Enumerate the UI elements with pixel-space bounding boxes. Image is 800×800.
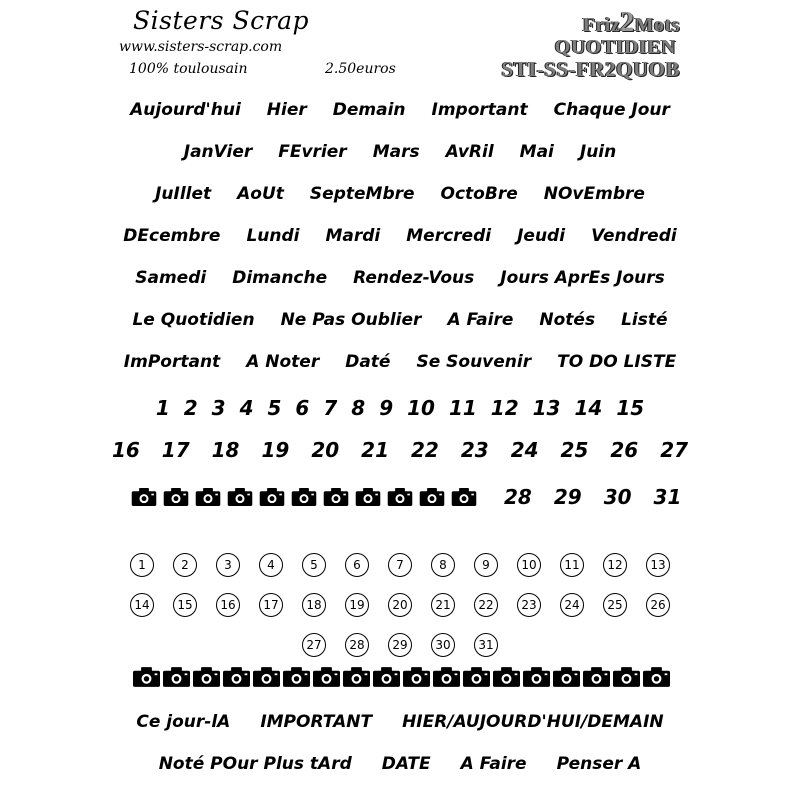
number-stamp: 28: [504, 485, 532, 509]
camera-icon: [373, 666, 400, 688]
camera-icon: [322, 488, 351, 506]
circled-number: 30: [431, 633, 455, 657]
number-stamp: 4: [239, 396, 254, 420]
circled-number: 1: [130, 553, 154, 577]
word-stamp: TO DO LISTE: [557, 352, 677, 372]
camera-icon: [290, 488, 319, 506]
number-stamp: 26: [610, 438, 639, 462]
circled-number: 22: [474, 593, 498, 617]
camera-icon: [162, 488, 191, 506]
camera-icon: [523, 666, 550, 688]
number-stamp: 27: [660, 438, 689, 462]
word-stamp: Daté: [345, 352, 391, 372]
word-line: [0, 226, 800, 268]
word-line: [0, 268, 800, 310]
camera-icon: [130, 488, 159, 506]
camera-icon: [643, 666, 670, 688]
word-stamp: Hier: [266, 100, 307, 120]
number-stamp: 2: [183, 396, 198, 420]
word-stamp: Mardi: [325, 226, 381, 246]
number-stamp: 15: [616, 396, 645, 420]
circled-number: 19: [345, 593, 369, 617]
camera-icon: [583, 666, 610, 688]
number-stamp: 30: [603, 485, 632, 509]
word-stamp: JuIllet: [155, 184, 212, 204]
phrase-stamp: DATE: [381, 754, 431, 774]
number-stamps: [0, 396, 800, 480]
camera-icon: [433, 666, 460, 688]
circled-number: 14: [130, 593, 154, 617]
circled-number: 26: [646, 593, 670, 617]
circled-number: 20: [388, 593, 412, 617]
camera-icon: [343, 666, 370, 688]
word-line: [0, 100, 800, 142]
camera-icon: [253, 666, 280, 688]
number-stamp: 18: [211, 438, 240, 462]
word-stamp: Important: [431, 100, 528, 120]
camera-icon: [283, 666, 310, 688]
phrase-line: [0, 754, 800, 796]
word-stamp: Demain: [332, 100, 406, 120]
circled-number: 10: [517, 553, 541, 577]
circled-number: 16: [216, 593, 240, 617]
word-stamps: [0, 100, 800, 394]
bottom-phrases: [0, 712, 800, 796]
word-stamp: OctoBre: [440, 184, 518, 204]
phrase-stamp: A Faire: [460, 754, 527, 774]
number-stamp: 3: [211, 396, 226, 420]
circled-number: 8: [431, 553, 455, 577]
brand-name: Sisters Scrap: [133, 6, 310, 35]
phrase-stamp: IMPORTANT: [260, 712, 373, 732]
camera-icon: [226, 488, 255, 506]
word-stamp: Ne Pas Oublier: [280, 310, 422, 330]
circled-number: 23: [517, 593, 541, 617]
circled-number: 3: [216, 553, 240, 577]
circled-number: 31: [474, 633, 498, 657]
circled-number: 21: [431, 593, 455, 617]
word-stamp: AvRil: [445, 142, 494, 162]
word-stamp: Vendredi: [591, 226, 677, 246]
number-stamp: 9: [379, 396, 394, 420]
phrase-stamp: Penser A: [556, 754, 642, 774]
camera-number-line: [130, 485, 681, 509]
number-line: [0, 438, 800, 480]
number-stamp: 14: [574, 396, 603, 420]
phrase-stamp: Noté POur Plus tArd: [158, 754, 352, 774]
camera-icon: [493, 666, 520, 688]
word-line: [0, 352, 800, 394]
circled-number: 25: [603, 593, 627, 617]
circled-numbers: [0, 545, 800, 665]
word-stamp: Lundi: [246, 226, 300, 246]
price-text: 2.50euros: [325, 61, 396, 77]
number-stamp: 29: [553, 485, 582, 509]
word-stamp: JanVier: [183, 142, 253, 162]
word-line: [0, 310, 800, 352]
number-stamp: 24: [510, 438, 539, 462]
number-line: [0, 396, 800, 438]
number-stamp: 31: [653, 485, 682, 509]
circled-number: 24: [560, 593, 584, 617]
word-stamp: Listé: [621, 310, 668, 330]
product-title-pre: Friz: [582, 14, 621, 36]
camera-icon: [194, 488, 223, 506]
camera-icon: [553, 666, 580, 688]
meta-row: [115, 61, 396, 81]
word-stamp: Rendez-Vous: [353, 268, 475, 288]
circled-number: 17: [259, 593, 283, 617]
circled-number: 15: [173, 593, 197, 617]
word-line: [0, 142, 800, 184]
camera-icon: [313, 666, 340, 688]
word-stamp: NOvEmbre: [543, 184, 645, 204]
website: www.sisters-scrap.com: [119, 39, 283, 55]
word-stamp: Mai: [519, 142, 554, 162]
number-stamp: 20: [311, 438, 340, 462]
word-stamp: Le Quotidien: [132, 310, 255, 330]
camera-icon: [354, 488, 383, 506]
circled-number: 9: [474, 553, 498, 577]
word-stamp: Se Souvenir: [416, 352, 532, 372]
circled-number: 7: [388, 553, 412, 577]
mixed-numbers: [504, 485, 681, 509]
big-camera-row: [133, 666, 673, 688]
number-stamp: 8: [351, 396, 366, 420]
word-stamp: AoUt: [237, 184, 284, 204]
word-stamp: Chaque Jour: [553, 100, 670, 120]
product-subtitle: QUOTIDIEN: [554, 36, 676, 58]
camera-icon: [258, 488, 287, 506]
circled-number: 27: [302, 633, 326, 657]
number-stamp: 7: [323, 396, 338, 420]
number-stamp: 11: [448, 396, 477, 420]
small-camera-row: [130, 488, 482, 506]
number-stamp: 21: [361, 438, 389, 462]
number-stamp: 13: [532, 396, 561, 420]
word-stamp: SeptеMbre: [309, 184, 415, 204]
camera-icon: [450, 488, 479, 506]
header-left: [115, 6, 396, 81]
product-title-post: Mots: [634, 14, 680, 36]
word-stamp: Dimanche: [232, 268, 328, 288]
camera-icon: [223, 666, 250, 688]
phrase-stamp: Ce jour-lA: [136, 712, 231, 732]
circled-number: 4: [259, 553, 283, 577]
word-stamp: Jeudi: [517, 226, 566, 246]
number-stamp: 22: [411, 438, 439, 462]
camera-icon: [193, 666, 220, 688]
camera-icon: [133, 666, 160, 688]
word-stamp: Mercredi: [406, 226, 492, 246]
phrase-stamp: HIER/AUJOURD'HUI/DEMAIN: [402, 712, 664, 732]
number-stamp: 16: [111, 438, 140, 462]
word-stamp: Samedi: [135, 268, 207, 288]
camera-icon: [463, 666, 490, 688]
word-stamp: A Noter: [246, 352, 320, 372]
number-stamp: 25: [560, 438, 589, 462]
phrase-line: [0, 712, 800, 754]
word-stamp: Aujourd'hui: [130, 100, 241, 120]
number-stamp: 6: [295, 396, 310, 420]
number-stamp: 10: [407, 396, 435, 420]
header-right: [501, 7, 680, 81]
word-stamp: Jours AprEs Jours: [500, 268, 665, 288]
circled-number: 6: [345, 553, 369, 577]
camera-icon: [163, 666, 190, 688]
word-stamp: DEcembre: [123, 226, 221, 246]
word-stamp: Juin: [579, 142, 617, 162]
product-title-num: 2: [620, 7, 635, 38]
number-stamp: 19: [261, 438, 290, 462]
camera-icon: [418, 488, 447, 506]
camera-icon: [403, 666, 430, 688]
word-stamp: ImPortant: [123, 352, 221, 372]
circled-line: [0, 545, 800, 585]
number-stamp: 17: [161, 438, 190, 462]
origin-text: 100% toulousain: [129, 61, 248, 77]
number-stamp: 12: [490, 396, 519, 420]
circled-line: [0, 625, 800, 665]
number-stamp: 23: [460, 438, 489, 462]
circled-number: 11: [560, 553, 584, 577]
word-stamp: A Faire: [447, 310, 514, 330]
number-stamp: 1: [155, 396, 170, 420]
product-code: STI-SS-FR2QUOB: [501, 57, 680, 81]
circled-number: 29: [388, 633, 412, 657]
camera-icon: [613, 666, 640, 688]
number-stamp: 5: [267, 396, 282, 420]
circled-number: 12: [603, 553, 627, 577]
circled-number: 28: [345, 633, 369, 657]
word-line: [0, 184, 800, 226]
circled-number: 13: [646, 553, 670, 577]
circled-number: 5: [302, 553, 326, 577]
camera-icon: [386, 488, 415, 506]
circled-number: 18: [302, 593, 326, 617]
product-title: [501, 7, 680, 38]
word-stamp: Notés: [539, 310, 596, 330]
circled-line: [0, 585, 800, 625]
word-stamp: FEvrier: [278, 142, 347, 162]
circled-number: 2: [173, 553, 197, 577]
word-stamp: Mars: [372, 142, 420, 162]
